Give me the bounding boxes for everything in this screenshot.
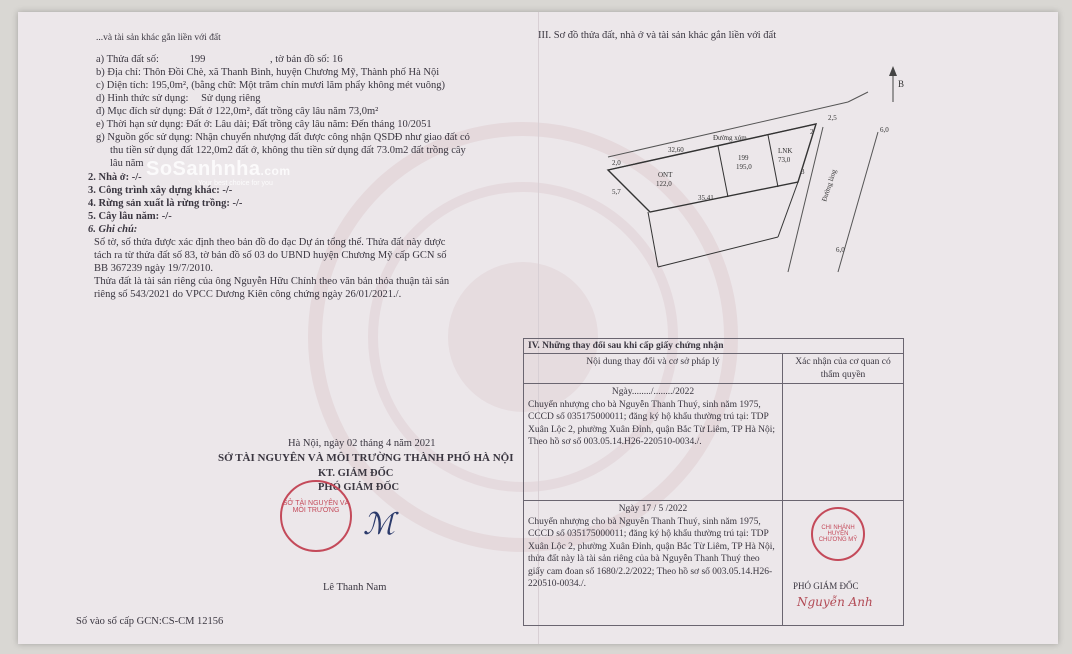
entry-2-date: Ngày 17 / 5 /2022 xyxy=(618,504,688,514)
origin-label: g) Nguồn gốc sử dụng: xyxy=(96,132,193,143)
inner-division-2 xyxy=(768,135,778,187)
parcel-area-label: 195,0 xyxy=(736,163,752,171)
left-header: ...và tài sản khác gắn liền với đất xyxy=(96,33,221,43)
purpose-line xyxy=(96,106,378,118)
parcel-number-label: 199 xyxy=(738,154,749,162)
entry-1-text: Chuyển nhượng cho bà Nguyễn Thanh Thuý, sinh năm 1975, CCCD số 035175000011; đăng ký hộ khẩu thường trú tại: TDP Xuân Lộc 2, phường Xuân Đỉnh, quận Bắc Từ Liêm, TP Hà Nội; Theo hồ sơ số 003.05.14.H26-220510-0034./. xyxy=(528,399,776,447)
table-row xyxy=(524,384,904,501)
diagram-header: III. Sơ đồ thửa đất, nhà ở và tài sản khác gắn liền với đất xyxy=(538,30,777,41)
map-sheet-value: , tờ bản đồ số: 16 xyxy=(269,54,343,65)
stamp-text: SỞ TÀI NGUYÊN VÀ MÔI TRƯỜNG xyxy=(282,500,350,514)
address-value: Thôn Đồi Chè, xã Thanh Bình, huyện Chương Mỹ, Thành phố Hà Nội xyxy=(143,67,440,78)
term-line xyxy=(96,119,432,131)
lot-line-left xyxy=(648,212,658,267)
usage-form-line xyxy=(96,93,260,105)
registry-number: Số vào sổ cấp GCN:CS-CM 12156 xyxy=(76,616,224,627)
note-line-4: Thửa đất là tài sản riêng của ông Nguyễn Hữu Chính theo văn bản thỏa thuận tài sản xyxy=(94,276,450,287)
dim-label-8: 3 xyxy=(801,168,805,176)
lnk-area-label: 73,0 xyxy=(778,156,791,164)
deputy-title: PHÓ GIÁM ĐỐC xyxy=(318,482,400,493)
parcel-line xyxy=(96,54,343,66)
column-header-approval: Xác nhận của cơ quan có thẩm quyền xyxy=(783,354,904,384)
watermark-brand: SoSanhnha xyxy=(146,158,261,180)
changes-table xyxy=(523,338,904,626)
purpose-label: đ) Mục đích sử dụng: xyxy=(96,106,187,117)
parcel-label: a) Thửa đất số: xyxy=(96,54,159,65)
address-line xyxy=(96,67,439,79)
table-row xyxy=(524,501,904,626)
change-entry-1 xyxy=(524,384,783,501)
house-section: 2. Nhà ở: -/- xyxy=(88,172,142,183)
address-label: b) Địa chỉ: xyxy=(96,67,141,78)
parcel-value: 199 xyxy=(189,54,206,65)
lnk-label: LNK xyxy=(778,147,793,155)
watermark-tagline: Your best choice for you xyxy=(198,180,273,187)
road-right-label: Đường làng xyxy=(820,168,839,203)
dim-label-3: 6,0 xyxy=(836,246,845,254)
usage-form-label: d) Hình thức sử dụng: xyxy=(96,93,189,104)
column-header-content: Nội dung thay đổi và cơ sở pháp lý xyxy=(524,354,783,384)
approval-signature: Nguyễn Anh xyxy=(797,595,873,609)
note-line-3: BB 367239 ngày 19/7/2010. xyxy=(94,263,214,274)
ont-label: ONT xyxy=(658,171,673,179)
right-page xyxy=(528,12,1058,644)
change-entry-2 xyxy=(524,501,783,626)
term-value: Đất ở: Lâu dài; Đất trồng cây lâu năm: Đến tháng 10/2051 xyxy=(186,119,432,130)
origin-line-3: lâu năm xyxy=(110,158,144,169)
road-top-edge-2 xyxy=(848,92,868,102)
origin-value: Nhận chuyển nhượng đất được công nhận QSDĐ như giao đất có xyxy=(195,132,470,143)
left-page xyxy=(18,12,539,644)
area-value: 195,0m², (bằng chữ: Một trăm chín mươi lăm phẩy không mét vuông) xyxy=(151,80,446,91)
north-arrow-head xyxy=(889,66,897,76)
approval-cell-1 xyxy=(783,384,904,501)
entry-1-date: Ngày......../......../2022 xyxy=(611,387,695,397)
dim-label-7: 35,41 xyxy=(698,194,714,202)
construction-section: 3. Công trình xây dựng khác: -/- xyxy=(88,185,233,196)
perennial-section: 5. Cây lâu năm: -/- xyxy=(88,211,172,222)
dim-label-6: 32,60 xyxy=(668,146,684,154)
dim-label-4: 2,0 xyxy=(612,159,621,167)
purpose-value: Đất ở 122,0m², đất trồng cây lâu năm 73,0m² xyxy=(188,106,379,117)
parcel-map xyxy=(598,62,938,282)
dim-label-2: 6,0 xyxy=(880,126,889,134)
dim-label-5: 5,7 xyxy=(612,188,621,196)
area-line xyxy=(96,80,445,92)
official-seal-stamp xyxy=(280,480,352,552)
inner-division-1 xyxy=(718,146,728,197)
lot-line-bottom xyxy=(658,237,778,267)
certificate-paper xyxy=(18,12,1058,644)
issue-date: Hà Nội, ngày 02 tháng 4 năm 2021 xyxy=(288,438,436,449)
note-line-5: riêng số 543/2021 do VPCC Dương Kiên công chứng ngày 26/01/2021./. xyxy=(94,289,402,300)
notes-section: 6. Ghi chú: xyxy=(88,224,138,235)
approval-cell-2 xyxy=(783,501,904,626)
entry-2-text: Chuyển nhượng cho bà Nguyễn Thanh Thuý, sinh năm 1975, CCCD số 035175000011; đăng ký hộ khẩu thường trú tại: TDP Xuân Lộc 2, phường Xuân Đỉnh, quận Bắc Từ Liêm, TP Hà Nội, thửa đất này là tài sản riêng của bà Nguyễn Thanh Thuý theo giấy cam đoan số 1680/2.2/2022; Theo hồ sơ số 003.05.14.H26-220510-0034./. xyxy=(528,516,775,589)
term-label: e) Thời hạn sử dụng: xyxy=(96,119,184,130)
branch-seal-stamp xyxy=(811,507,865,561)
origin-line-2: thu tiền sử dụng đất 122,0m2 đất ở, không thu tiền sử dụng đất 73.0m2 đất trồng cây xyxy=(110,145,466,156)
signer-name: Lê Thanh Nam xyxy=(323,582,387,593)
kt-title: KT. GIÁM ĐỐC xyxy=(318,468,394,479)
lot-line-right xyxy=(778,182,798,237)
area-label: c) Diện tích: xyxy=(96,80,149,91)
forest-section: 4. Rừng sản xuất là rừng trồng: -/- xyxy=(88,198,243,209)
changes-table-title: IV. Những thay đổi sau khi cấp giấy chứng nhận xyxy=(524,339,904,354)
note-line-1: Sổ tờ, số thửa được xác định theo bản đồ đo đạc Dự án tổng thể. Thửa đất này được xyxy=(94,237,446,248)
agency-name: SỞ TÀI NGUYÊN VÀ MÔI TRƯỜNG THÀNH PHỐ HÀ NỘI xyxy=(218,452,514,464)
north-label: B xyxy=(898,79,905,89)
approval-title: PHÓ GIÁM ĐỐC xyxy=(793,581,859,591)
dim-label-9: 2 xyxy=(810,128,814,136)
watermark-suffix: .com xyxy=(260,164,291,178)
note-line-2: tách ra từ thửa đất số 83, tờ bản đồ số 03 do UBND huyện Chương Mỹ cấp GCN số xyxy=(94,250,447,261)
watermark-logo xyxy=(146,158,291,181)
road-top-label: Đường xóm xyxy=(713,134,747,142)
ont-area-label: 122,0 xyxy=(656,180,672,188)
usage-form-value: Sử dụng riêng xyxy=(201,93,261,104)
origin-line xyxy=(96,132,470,144)
dim-label-1: 2,5 xyxy=(828,114,837,122)
road-right-inner xyxy=(788,127,823,272)
branch-stamp-text: CHI NHÁNH HUYỆN CHƯƠNG MỸ xyxy=(818,525,858,543)
signature-mark: ℳ xyxy=(363,507,396,542)
